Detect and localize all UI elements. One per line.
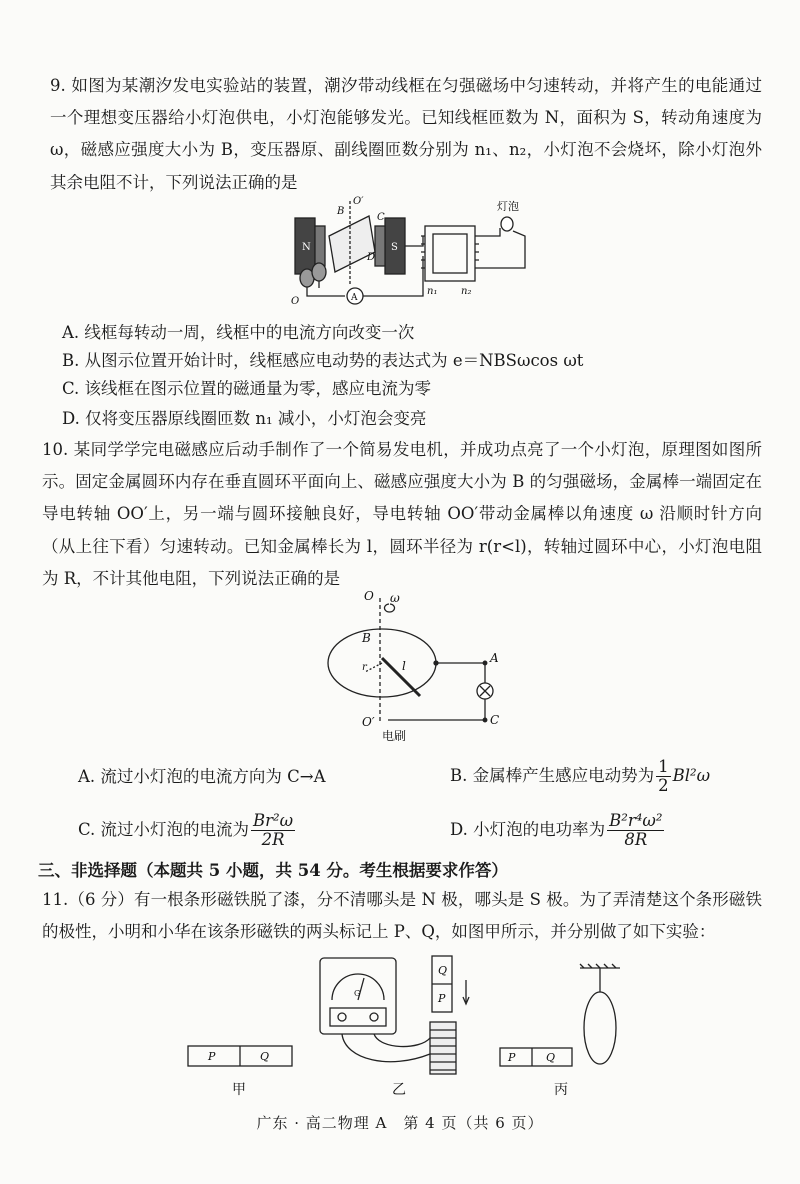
svg-text:O′: O′	[362, 715, 375, 729]
question-9-text: 9. 如图为某潮汐发电实验站的装置，潮汐带动线框在匀强磁场中匀速转动，并将产生的电能通过一个理想变压器给小灯泡供电，小灯泡能够发光。已知线框匝数为 N，面积为 S，转动角速度为 ω，磁感应强度大小为 B，变压器原、副线圈匝数分别为 n₁、n₂，小灯泡不会烧坏，除小灯泡外其余电阻不计，下列说法正确的是	[50, 76, 762, 192]
svg-text:P: P	[508, 1051, 516, 1064]
svg-text:S: S	[391, 242, 398, 253]
svg-text:B: B	[362, 631, 371, 645]
svg-text:n₁: n₁	[427, 286, 438, 297]
svg-text:A: A	[490, 651, 499, 665]
svg-text:Q: Q	[260, 1050, 270, 1063]
svg-text:l: l	[402, 659, 406, 673]
svg-text:Q: Q	[546, 1051, 556, 1064]
svg-text:灯泡: 灯泡	[497, 200, 519, 213]
svg-text:C: C	[490, 713, 500, 727]
q9-option-b: B. 从图示位置开始计时，线框感应电动势的表达式为 e＝NBSωcos ωt	[62, 351, 584, 370]
svg-text:r: r	[362, 662, 367, 673]
svg-text:丙: 丙	[554, 1082, 568, 1098]
svg-text:A: A	[351, 293, 358, 303]
svg-text:B: B	[337, 206, 345, 217]
coil-frame	[329, 216, 375, 272]
page-footer: 广东 · 高二物理 A 第 4 页（共 6 页）	[256, 1114, 544, 1132]
q10-option-d: D. 小灯泡的电功率为 $\frac{\text{B²r⁴ω²}}{8R}$	[450, 810, 663, 849]
svg-text:O: O	[364, 589, 374, 603]
svg-text:C: C	[377, 212, 385, 223]
q10-option-a: A. 流过小灯泡的电流方向为 C→A	[78, 767, 326, 786]
q10-option-c: C. 流过小灯泡的电流为 $\frac{\text{Br²ω}}{2R}$	[78, 810, 294, 849]
svg-text:P: P	[438, 992, 446, 1005]
svg-text:P: P	[208, 1050, 216, 1063]
svg-text:O′: O′	[353, 196, 364, 207]
svg-text:电刷: 电刷	[382, 729, 407, 743]
svg-text:D: D	[367, 252, 376, 263]
q9-figure	[285, 196, 535, 308]
question-11-text: 11.（6 分）有一根条形磁铁脱了漆，分不清哪头是 N 极，哪头是 S 极。为了弄清楚这个条形磁铁的极性，小明和小华在该条形磁铁的两头标记上 P、Q，如图甲所示，并分别做了如下实验：	[42, 890, 762, 942]
q10-figure	[320, 588, 510, 748]
svg-text:乙: 乙	[392, 1082, 406, 1098]
q9-option-d: D. 仅将变压器原线圈匝数 n₁ 减小，小灯泡会变亮	[62, 409, 427, 428]
svg-text:N: N	[302, 242, 311, 253]
question-10-text: 10. 某同学学完电磁感应后动手制作了一个简易发电机，并成功点亮了一个小灯泡，原理图如图所示。固定金属圆环内存在垂直圆环平面向上、磁感应强度大小为 B 的匀强磁场，金属棒一端固定在导电转轴 OO′上，另一端与圆环接触良好，导电转轴 OO′带动金属棒以角速度 ω 沿顺时针方向（从上往下看）匀速转动。已知金属棒长为 l，圆环半径为 r(r<l)，转轴过圆环中心，小灯泡电阻为 R，不计其他电阻，下列说法正确的是	[42, 440, 762, 588]
svg-text:ω: ω	[390, 591, 400, 605]
svg-text:甲: 甲	[232, 1082, 246, 1098]
svg-text:O: O	[291, 296, 300, 307]
section-3-heading: 三、非选择题（本题共 5 小题，共 54 分。考生根据要求作答）	[38, 861, 508, 880]
q10-option-b: B. 金属棒产生感应电动势为 $\frac{1}{2}$ Bl²ω	[450, 756, 711, 795]
metal-ring-bing	[584, 992, 616, 1064]
q11-figure	[180, 950, 640, 1100]
svg-text:n₂: n₂	[461, 286, 472, 297]
svg-text:Q: Q	[438, 964, 448, 977]
svg-text:G: G	[354, 989, 361, 998]
q9-option-a: A. 线框每转动一周，线框中的电流方向改变一次	[62, 323, 415, 342]
metal-rod	[382, 658, 420, 696]
q9-option-c: C. 该线框在图示位置的磁通量为零，感应电流为零	[62, 379, 432, 398]
bulb-icon	[501, 217, 513, 231]
